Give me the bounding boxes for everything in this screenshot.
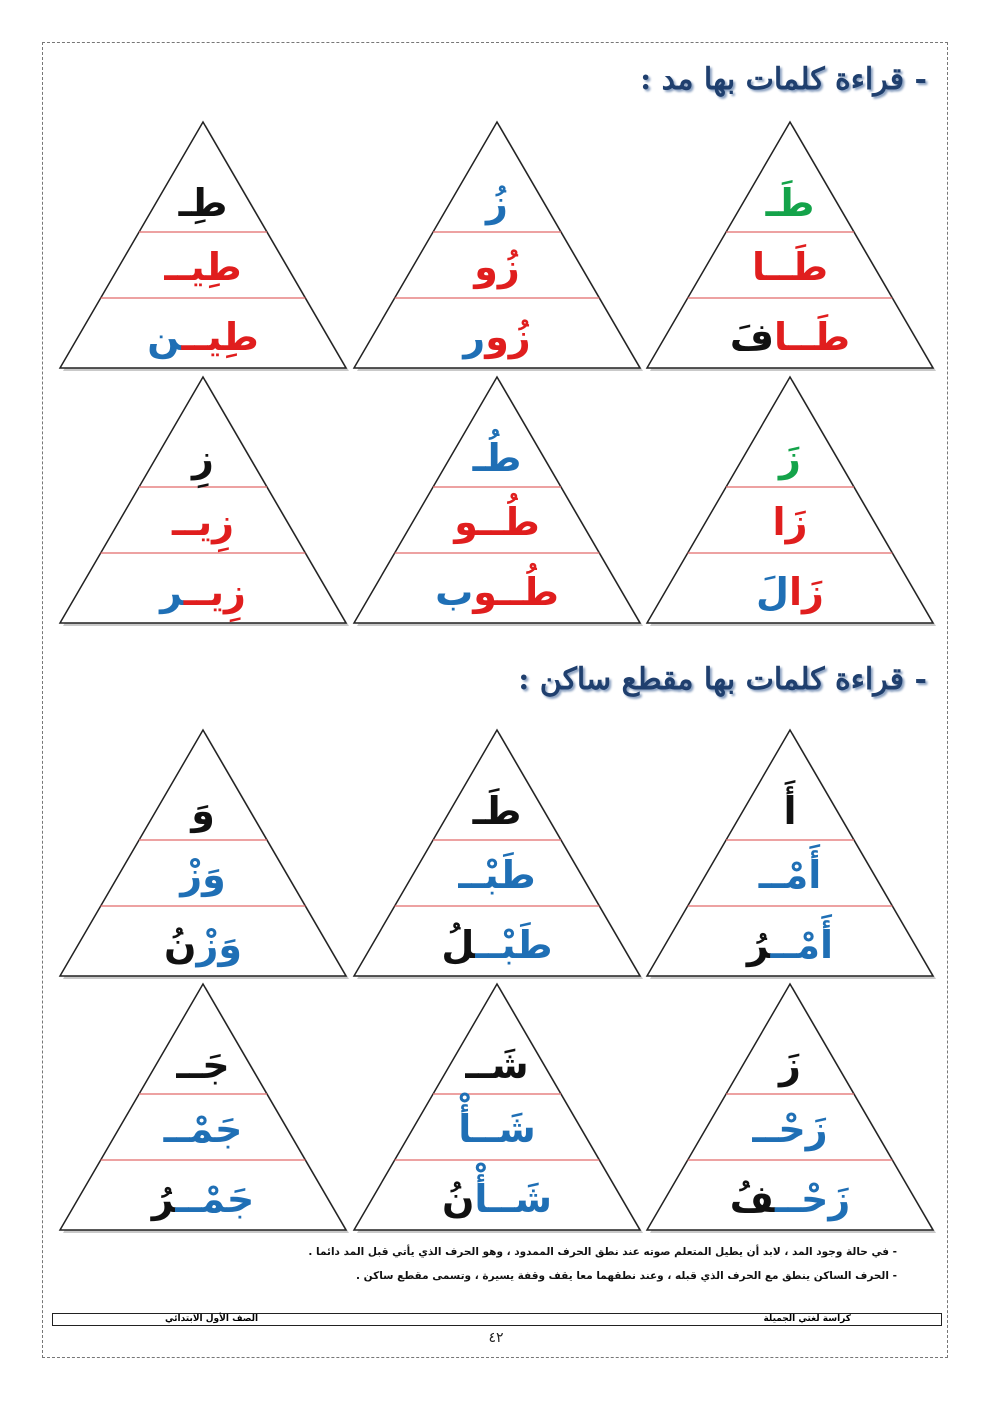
syllable-segment: ر <box>463 315 486 359</box>
syllable-segment: فُ <box>729 1177 776 1221</box>
syllable-segment: نُ <box>441 1177 475 1221</box>
syllable-text: جَمْــ <box>163 1107 243 1151</box>
syllable-segment: طُــو <box>473 570 559 614</box>
syllable-text: طُـ <box>472 436 522 480</box>
syllable-text: جَــ <box>176 1043 230 1087</box>
note-sukun: - الحرف الساكن ينطق مع الحرف الذي قبله ، وعند نطقهما معا يقف وقفة يسيرة ، وتسمى مقطع ساكن . <box>356 1270 897 1282</box>
syllable-text: زَ <box>779 1043 801 1087</box>
syllable-segment: زِيــ <box>183 570 246 614</box>
syllable-segment: أَمْــ <box>770 923 834 967</box>
syllable-text: زَحْــ <box>752 1107 828 1151</box>
page-number: ٤٢ <box>488 1330 504 1346</box>
syllable-segment: زَحْــ <box>775 1177 851 1221</box>
syllable-segment: طَــا <box>774 315 851 359</box>
triangle-card <box>645 728 935 980</box>
syllable-text: وَ <box>191 789 215 833</box>
syllable-text: طَـ <box>472 789 522 833</box>
syllable-segment: جَمْــ <box>175 1177 255 1221</box>
triangle-card <box>645 982 935 1234</box>
syllable-text: طَبْــ <box>458 853 536 897</box>
triangle-card <box>58 120 348 372</box>
triangle-card <box>352 982 642 1234</box>
syllable-segment: لَ <box>756 570 790 614</box>
triangle-card <box>352 375 642 627</box>
syllable-segment: شَــأْ <box>474 1177 553 1221</box>
syllable-segment: وَزْ <box>196 923 242 967</box>
syllable-segment: ر <box>160 570 184 614</box>
syllable-text: شَــ <box>465 1043 529 1087</box>
heading-sukun: - قراءة كلمات بها مقطع ساكن : <box>518 662 927 697</box>
syllable-text: زُو <box>474 245 520 289</box>
syllable-segment: رُ <box>746 923 771 967</box>
syllable-segment: رُ <box>151 1177 176 1221</box>
syllable-text: زِ <box>192 436 214 480</box>
syllable-text: شَــأْ <box>458 1107 536 1151</box>
triangle-card <box>58 982 348 1234</box>
syllable-segment: فَ <box>729 315 775 359</box>
syllable-text: طَــا <box>751 245 829 289</box>
syllable-text: طُــو <box>454 500 540 544</box>
triangle-card <box>645 375 935 627</box>
triangle-card <box>352 728 642 980</box>
syllable-text <box>441 922 552 967</box>
syllable-segment: زُو <box>485 315 531 359</box>
syllable-text: زَا <box>772 500 808 544</box>
heading-long-vowels: - قراءة كلمات بها مد : <box>640 62 927 97</box>
syllable-text <box>730 314 850 359</box>
syllable-text <box>164 923 242 968</box>
syllable-text: زِيــ <box>171 500 235 544</box>
syllable-text: أَمْــ <box>758 853 822 897</box>
syllable-segment: لُ <box>441 923 476 967</box>
triangle-card <box>352 120 642 372</box>
syllable-text <box>756 570 824 614</box>
triangle-card <box>645 120 935 372</box>
syllable-text: زُ <box>486 181 508 225</box>
footer-bar <box>52 1313 942 1326</box>
syllable-text <box>461 315 530 360</box>
triangle-card <box>58 728 348 980</box>
syllable-text <box>147 315 258 359</box>
syllable-text: طِيــ <box>164 245 242 289</box>
syllable-text: طَـ <box>765 181 815 225</box>
syllable-text: وَزْ <box>180 853 226 897</box>
syllable-segment: زَا <box>789 570 824 614</box>
syllable-text <box>150 1177 254 1221</box>
triangle-card <box>58 375 348 627</box>
syllable-text: أَ <box>783 789 797 833</box>
footer-grade: الصف الأول الابتدائي <box>165 1314 259 1324</box>
syllable-text <box>730 1177 851 1221</box>
syllable-segment: ب <box>435 570 474 614</box>
syllable-text <box>435 564 559 614</box>
footer-book-title: كراسة لغتي الجميلة <box>763 1314 851 1324</box>
syllable-segment: ن <box>147 315 182 359</box>
note-long-vowel: - في حالة وجود المد ، لابد أن يطيل المتعلم صوته عند نطق الحرف الممدود ، وهو الحرف الذي يأتي قبل المد دائما . <box>308 1246 897 1258</box>
syllable-text: زَ <box>779 436 801 480</box>
syllable-segment: طِيــ <box>181 315 259 359</box>
syllable-text: طِـ <box>178 181 228 225</box>
syllable-segment: نُ <box>164 923 197 967</box>
syllable-segment: طَبْــ <box>475 923 553 967</box>
